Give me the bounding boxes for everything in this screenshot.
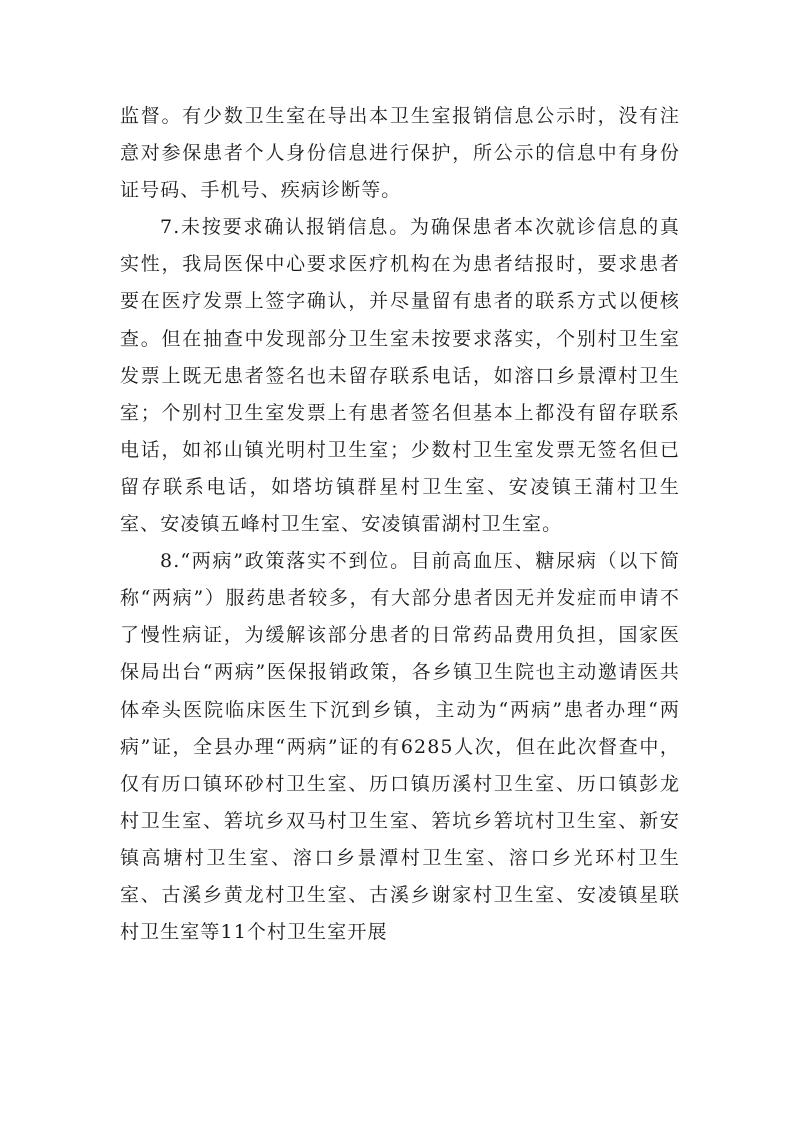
document-body [120, 98, 680, 951]
paragraph-item-8: 8.“两病”政策落实不到位。目前高血压、糖尿病（以下简称“两病”）服药患者较多，有大部分患者因无并发症而申请不了慢性病证，为缓解该部分患者的日常药品费用负担，国家医保局出台“两病”医保报销政策，各乡镇卫生院也主动邀请医共体牵头医院临床医生下沉到乡镇，主动为“两病”患者办理“两病”证，全县办理“两病”证的有6285人次，但在此次督查中，仅有历口镇环砂村卫生室、历口镇历溪村卫生室、历口镇彭龙村卫生室、箬坑乡双马村卫生室、箬坑乡箬坑村卫生室、新安镇高塘村卫生室、溶口乡景潭村卫生室、溶口乡光环村卫生室、古溪乡黄龙村卫生室、古溪乡谢家村卫生室、安凌镇星联村卫生室等11个村卫生室开展 [120, 550, 680, 944]
paragraph-continuation: 监督。有少数卫生室在导出本卫生室报销信息公示时，没有注意对参保患者个人身份信息进行保护，所公示的信息中有身份证号码、手机号、疾病诊断等。 [120, 105, 680, 202]
paragraph-item-7: 7.未按要求确认报销信息。为确保患者本次就诊信息的真实性，我局医保中心要求医疗机构在为患者结报时，要求患者要在医疗发票上签字确认，并尽量留有患者的联系方式以便核查。但在抽查中发现部分卫生室未按要求落实，个别村卫生室发票上既无患者签名也未留存联系电话，如溶口乡景潭村卫生室；个别村卫生室发票上有患者签名但基本上都没有留存联系电话，如祁山镇光明村卫生室；少数村卫生室发票无签名但已留存联系电话，如塔坊镇群星村卫生室、安凌镇王蒲村卫生室、安凌镇五峰村卫生室、安凌镇雷湖村卫生室。 [120, 216, 680, 536]
